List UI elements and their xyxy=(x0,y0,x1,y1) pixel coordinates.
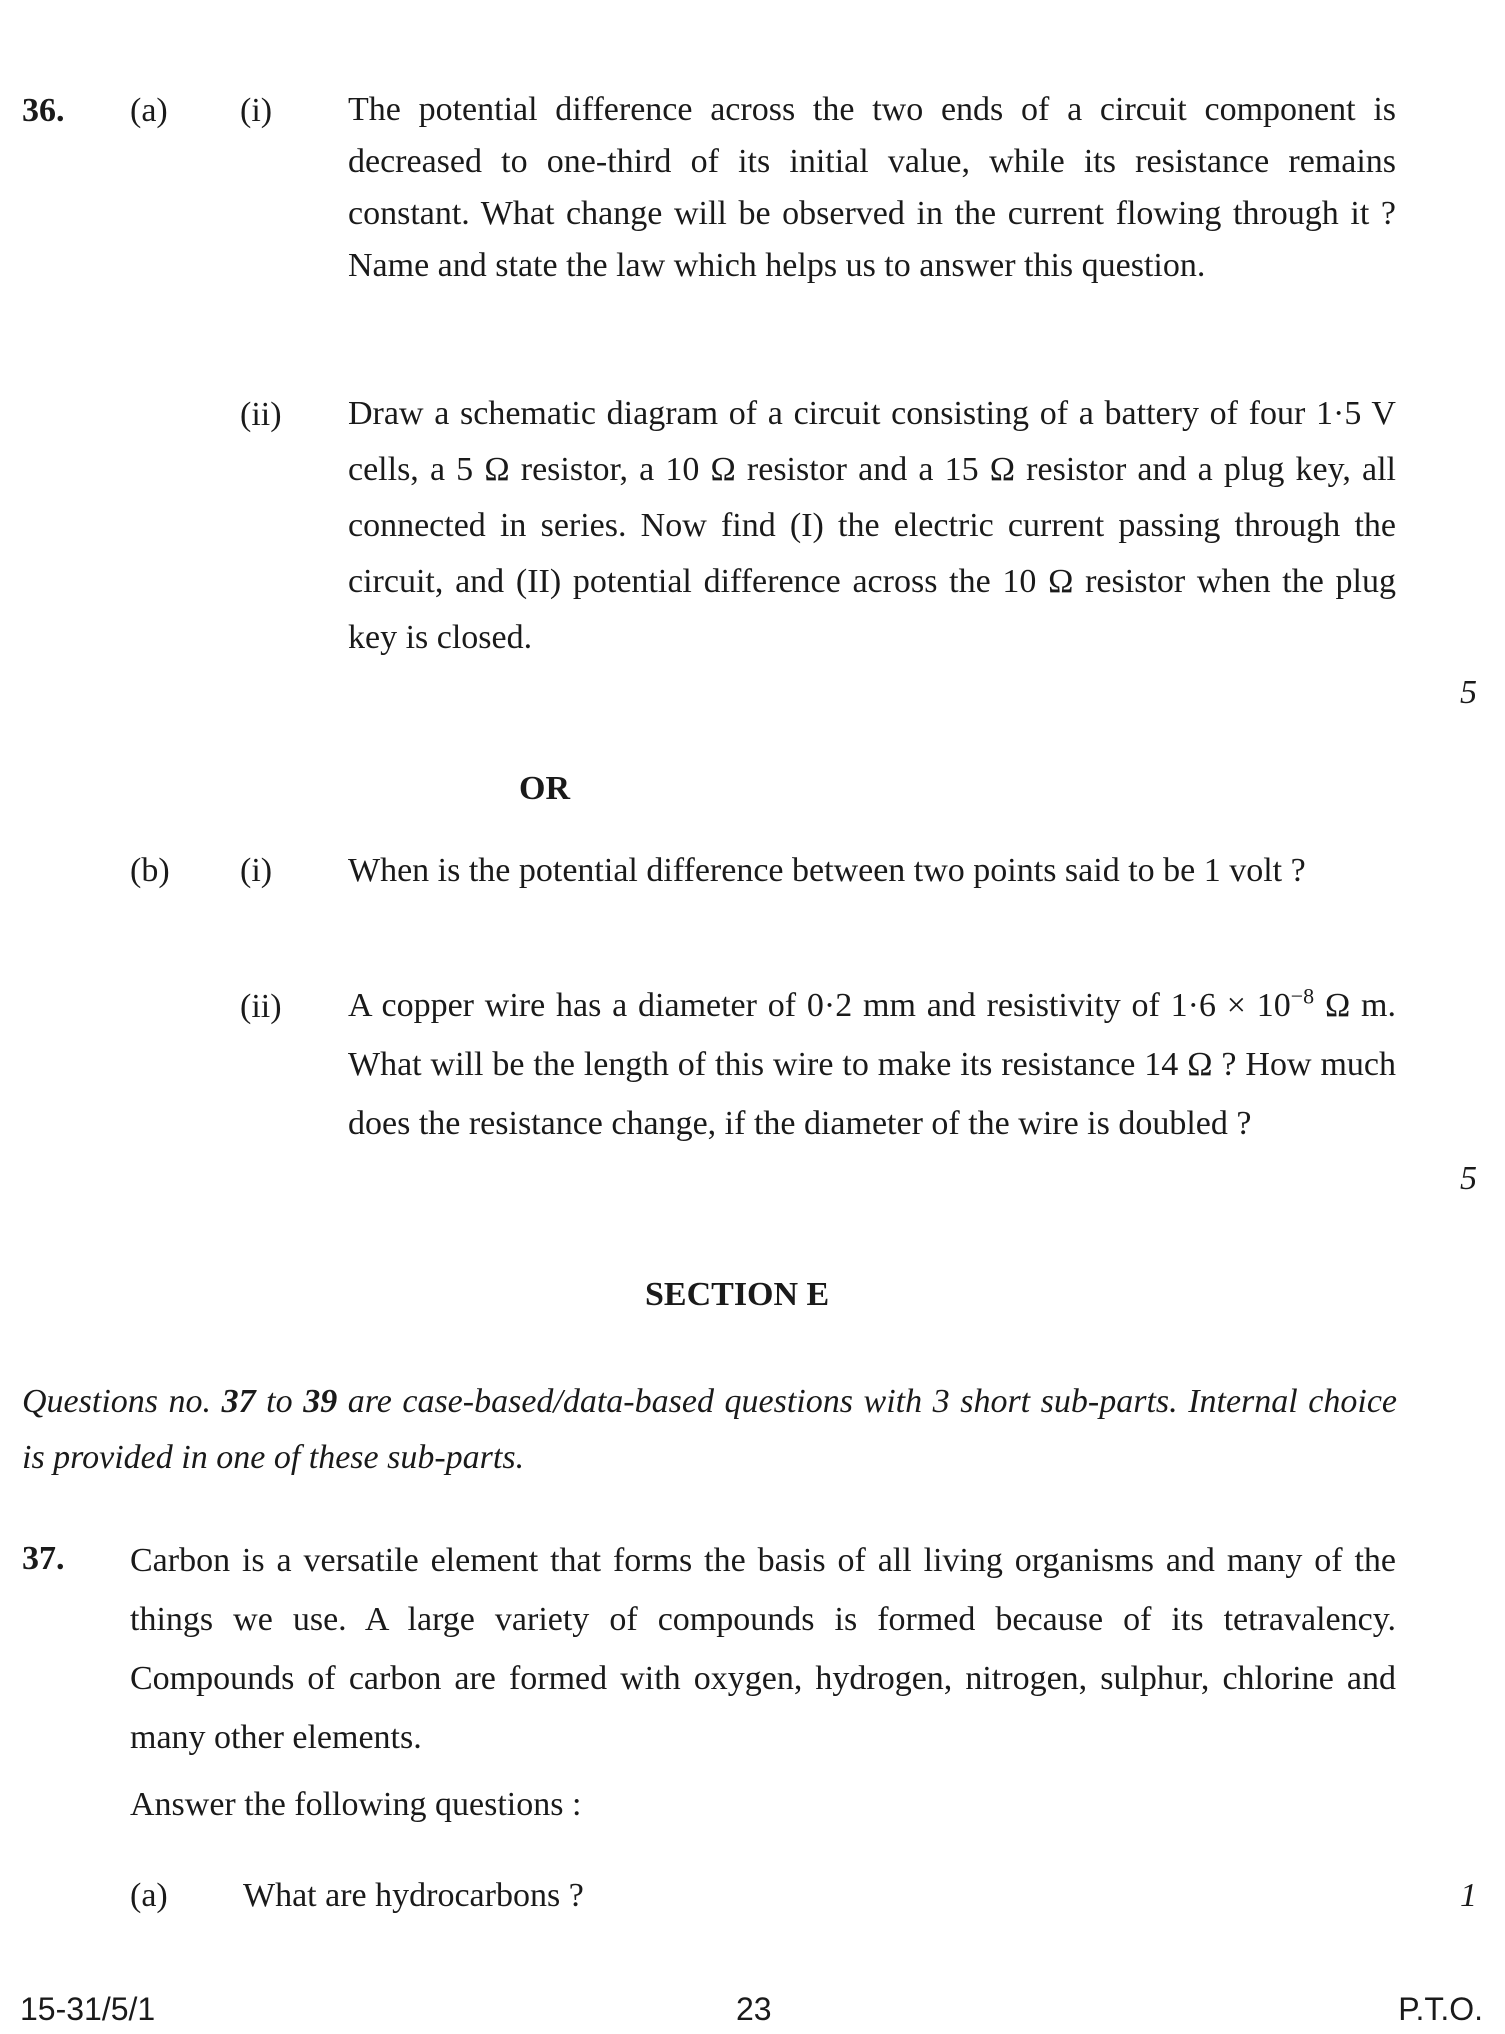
or-separator: OR xyxy=(519,770,570,807)
b-ii-text-part1: A copper wire has a diameter of 0·2 mm and resistivity of 1·6 × 10 xyxy=(348,987,1291,1024)
subpart-a-i-label: (i) xyxy=(240,92,273,129)
part-a-label: (a) xyxy=(130,92,168,129)
marks-36-a: 5 xyxy=(1460,674,1477,711)
instruction-q-end: 39 xyxy=(303,1383,338,1420)
instruction-text-4: short sub-parts. Internal choice is provided in one of these sub-parts. xyxy=(22,1383,1398,1476)
question-37-prompt: Answer the following questions : xyxy=(130,1786,582,1823)
question-number-36: 36. xyxy=(22,92,65,129)
question-36-a-ii-text: Draw a schematic diagram of a circuit consisting of a battery of four 1·5 V cells, a 5 Ω resistor, a 10 Ω resistor and a 15 Ω resistor and a plug key, all connected in series. Now find (I) the electric current passing through the circuit, and (II) potential difference across the 10 Ω resistor when the plug key is closed. xyxy=(348,395,1396,656)
marks-37-a: 1 xyxy=(1460,1877,1477,1914)
instruction-count: 3 xyxy=(932,1383,950,1420)
marks-36-b: 5 xyxy=(1460,1160,1477,1197)
part-b-label: (b) xyxy=(130,852,170,889)
q37-a-text: What are hydrocarbons ? xyxy=(243,1877,584,1914)
pto-label: P.T.O. xyxy=(1398,1991,1483,2027)
instruction-text-2: to xyxy=(255,1383,304,1420)
paper-code: 15-31/5/1 xyxy=(20,1991,156,2027)
question-36-b-i-text: When is the potential difference between two points said to be 1 volt ? xyxy=(348,852,1306,889)
instruction-text-3: are case-based/data-based questions with xyxy=(337,1383,933,1420)
subpart-a-ii-label: (ii) xyxy=(240,396,282,433)
page-number: 23 xyxy=(736,1991,772,2027)
question-36-b-ii-text xyxy=(348,976,1396,1153)
subpart-b-ii-label: (ii) xyxy=(240,988,282,1025)
section-instruction xyxy=(22,1374,1397,1486)
b-ii-exponent: −8 xyxy=(1290,983,1315,1009)
question-number-37: 37. xyxy=(22,1540,65,1577)
instruction-q-start: 37 xyxy=(221,1383,256,1420)
question-37-text: Carbon is a versatile element that forms the basis of all living organisms and many of the things we use. A large variety of compounds is formed because of its tetravalency. Compounds of carbon are formed with oxygen, hydrogen, nitrogen, sulphur, chlorine and many other elements. xyxy=(130,1542,1396,1756)
b-ii-text-part2: Ω m. What will be the length of this wire to make its resistance 14 Ω ? How much does the resistance change, if the diameter of the wire is doubled ? xyxy=(348,987,1396,1142)
section-title: SECTION E xyxy=(645,1276,830,1313)
question-36-a-i-text: The potential difference across the two ends of a circuit component is decreased to one-third of its initial value, while its resistance remains constant. What change will be observed in the current flowing through it ? Name and state the law which helps us to answer this question. xyxy=(348,91,1396,284)
q37-a-label: (a) xyxy=(130,1877,168,1914)
instruction-text-1: Questions no. xyxy=(22,1383,222,1420)
subpart-b-i-label: (i) xyxy=(240,852,273,889)
